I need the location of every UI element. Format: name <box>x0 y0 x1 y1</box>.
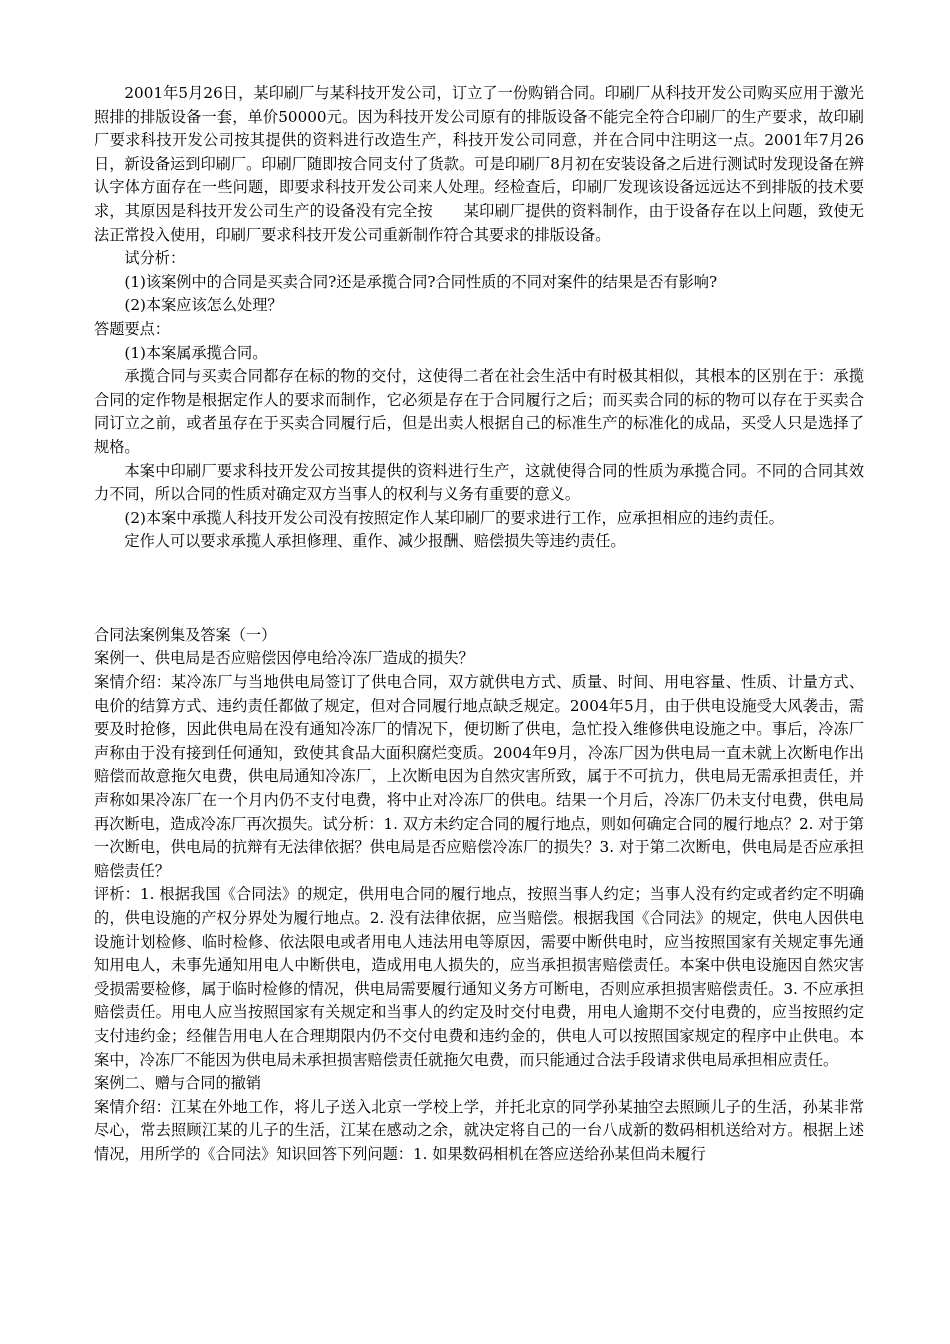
answer-1-paragraph-1: 承揽合同与买卖合同都存在标的物的交付，这使得二者在社会生活中有时极其相似，其根本的区别在于：承揽合同的定作物是根据定作人的要求而制作，它必须是存在于合同履行之后；而买卖合同的标的物可以存在于买卖合同订立之前，或者虽存在于买卖合同履行后，但是出卖人根据自己的标准生产的标准化的成品，买受人只是选择了规格。 <box>94 367 864 456</box>
case-collection-section <box>94 624 864 1167</box>
answer-1-paragraph-2: 本案中印刷厂要求科技开发公司按其提供的资料进行生产，这就使得合同的性质为承揽合同。不同的合同其效力不同，所以合同的性质对确定双方当事人的权利与义务有重要的意义。 <box>94 461 864 504</box>
answer-2: (2)本案中承揽人科技开发公司没有按照定作人某印刷厂的要求进行工作，应承担相应的违约责任。 <box>124 508 784 527</box>
analysis-label: 试分析： <box>124 249 186 268</box>
case-section-printing-plant <box>94 82 864 554</box>
case-2-title: 案例二、赠与合同的撤销 <box>94 1074 262 1093</box>
case-1-intro: 案情介绍：某冷冻厂与当地供电局签订了供电合同，双方就供电方式、质量、时间、用电容量、性质、计量方式、电价的结算方式、违约责任都做了规定，但对合同履行地点缺乏规定。2004年5月，由于供电设施受大风袭击，需要及时抢修，因此供电局在没有通知冷冻厂的情况下，便切断了供电，急忙投入维修供电设施之中。事后，冷冻厂声称由于没有接到任何通知，致使其食品大面积腐烂变质。2004年9月，冷冻厂因为供电局一直未就上次断电作出赔偿而故意拖欠电费，供电局通知冷冻厂，上次断电因为自然灾害所致，属于不可抗力，供电局无需承担责任，并声称如果冷冻厂在一个月内仍不支付电费，将中止对冷冻厂的供电。结果一个月后，冷冻厂仍未支付电费，供电局再次断电，造成冷冻厂再次损失。试分析：1. 双方未约定合同的履行地点，则如何确定合同的履行地点？2. 对于第一次断电，供电局的抗辩有无法律依据？供电局是否应赔偿冷冻厂的损失？3. 对于第二次断电，供电局是否应承担赔偿责任？ <box>94 673 864 880</box>
collection-title: 合同法案例集及答案（一） <box>94 625 277 644</box>
question-1: (1)该案例中的合同是买卖合同?还是承揽合同?合同性质的不同对案件的结果是否有影响? <box>124 272 718 291</box>
case-1-review: 评析：1. 根据我国《合同法》的规定，供用电合同的履行地点，按照当事人约定；当事人没有约定或者约定不明确的，供电设施的产权分界处为履行地点。2. 没有法律依据，应当赔偿。根据我国《合同法》的规定，供电人因供电设施计划检修、临时检修、依法限电或者用电人违法用电等原因，需要中断供电时，应当按照国家有关规定事先通知用电人，未事先通知用电人中断供电，造成用电人损失的，应当承担损害赔偿责任。本案中供电设施因自然灾害受损需要检修，属于临时检修的情况，供电局需要履行通知义务方可断电，否则应承担损害赔偿责任。3. 不应承担赔偿责任。用电人应当按照国家有关规定和当事人的约定及时交付电费，用电人逾期不交付电费的，应当按照约定支付违约金；经催告用电人在合理期限内仍不交付电费和违约金的，供电人可以按照国家规定的程序中止供电。本案中，冷冻厂不能因为供电局未承担损害赔偿责任就拖欠电费，而只能通过合法手段请求供电局承担相应责任。 <box>94 885 864 1069</box>
answer-label: 答题要点： <box>94 319 170 338</box>
case-1-title: 案例一、供电局是否应赔偿因停电给冷冻厂造成的损失？ <box>94 649 474 668</box>
answer-2-paragraph-1: 定作人可以要求承揽人承担修理、重作、减少报酬、赔偿损失等违约责任。 <box>124 532 626 551</box>
section-gap <box>94 554 864 624</box>
case-2-intro: 案情介绍：江某在外地工作，将儿子送入北京一学校上学，并托北京的同学孙某抽空去照顾儿子的生活，孙某非常尽心，常去照顾江某的儿子的生活，江某在感动之余，就决定将自己的一台八成新的数码相机送给对方。根据上述情况，用所学的《合同法》知识回答下列问题：1. 如果数码相机在答应送给孙某但尚未履行 <box>94 1097 864 1163</box>
case-description: 2001年5月26日，某印刷厂与某科技开发公司，订立了一份购销合同。印刷厂从科技开发公司购买应用于激光照排的排版设备一套，单价50000元。因为科技开发公司原有的排版设备不能完全符合印刷厂的生产要求，故印刷厂要求科技开发公司按其提供的资料进行改造生产，科技开发公司同意，并在合同中注明这一点。2001年7月26日，新设备运到印刷厂。印刷厂随即按合同支付了货款。可是印刷厂8月初在安装设备之后进行测试时发现设备在辨认字体方面存在一些问题，即要求科技开发公司来人处理。经检查后，印刷厂发现该设备远远达不到排版的技术要求，其原因是科技开发公司生产的设备没有完全按 某印刷厂提供的资料制作，由于设备存在以上问题，致使无法正常投入使用，印刷厂要求科技开发公司重新制作符合其要求的排版设备。 <box>94 84 864 244</box>
question-2: (2)本案应该怎么处理？ <box>124 296 283 315</box>
answer-1: (1)本案属承揽合同。 <box>124 343 268 362</box>
